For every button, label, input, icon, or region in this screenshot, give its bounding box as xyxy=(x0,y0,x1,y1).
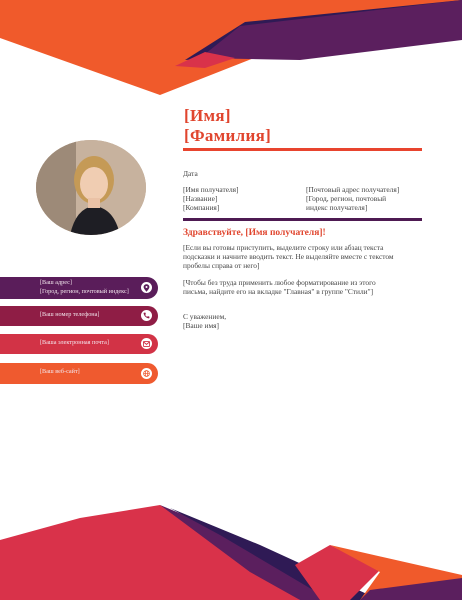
paragraph-1-line-1: [Если вы готовы приступить, выделите строку или абзац текста xyxy=(183,243,384,252)
phone-text: [Ваш номер телефона] xyxy=(40,311,100,318)
paragraph-1-line-2: подсказки и начните вводить текст. Не выделяйте вместе с текстом xyxy=(183,252,394,261)
recipient-city-line1: [Город, регион, почтовый xyxy=(306,194,387,203)
contact-phone xyxy=(0,306,158,326)
globe-icon xyxy=(141,368,152,379)
top-decoration xyxy=(0,0,462,100)
contact-website xyxy=(0,363,158,384)
paragraph-2-line-2: письма, найдите его на вкладке "Главная" в группе "Стили"] xyxy=(183,287,374,296)
date-label: Дата xyxy=(183,169,198,178)
last-name: [Фамилия] xyxy=(184,126,272,145)
bottom-decoration xyxy=(0,500,462,600)
recipient-city-line2: индекс получателя] xyxy=(306,203,368,212)
recipient-address: [Почтовый адрес получателя] xyxy=(306,185,400,194)
recipient-company: [Компания] xyxy=(183,203,220,212)
address-line-1: [Ваш адрес] xyxy=(40,279,72,286)
recipient-title: [Название] xyxy=(183,194,218,203)
name-divider xyxy=(183,148,422,151)
email-icon xyxy=(141,338,152,349)
recipient-name: [Имя получателя] xyxy=(183,185,239,194)
first-name: [Имя] xyxy=(184,106,231,125)
paragraph-2-line-1: [Чтобы без труда применить любое форматирование из этого xyxy=(183,278,376,287)
phone-icon xyxy=(141,310,152,321)
contact-email xyxy=(0,334,158,354)
email-text: [Ваша электронная почта] xyxy=(40,339,109,346)
location-pin-icon xyxy=(141,282,152,293)
profile-photo xyxy=(36,140,146,235)
address-line-2: [Город, регион, почтовый индекс] xyxy=(40,288,129,295)
greeting: Здравствуйте, [Имя получателя]! xyxy=(183,228,326,238)
paragraph-1-line-3: пробелы справа от него] xyxy=(183,261,260,270)
closing: С уважением, xyxy=(183,312,227,321)
contact-address xyxy=(0,277,158,299)
website-text: [Ваш веб-сайт] xyxy=(40,368,80,375)
signature: [Ваше имя] xyxy=(183,321,219,330)
recipient-divider xyxy=(183,218,422,221)
